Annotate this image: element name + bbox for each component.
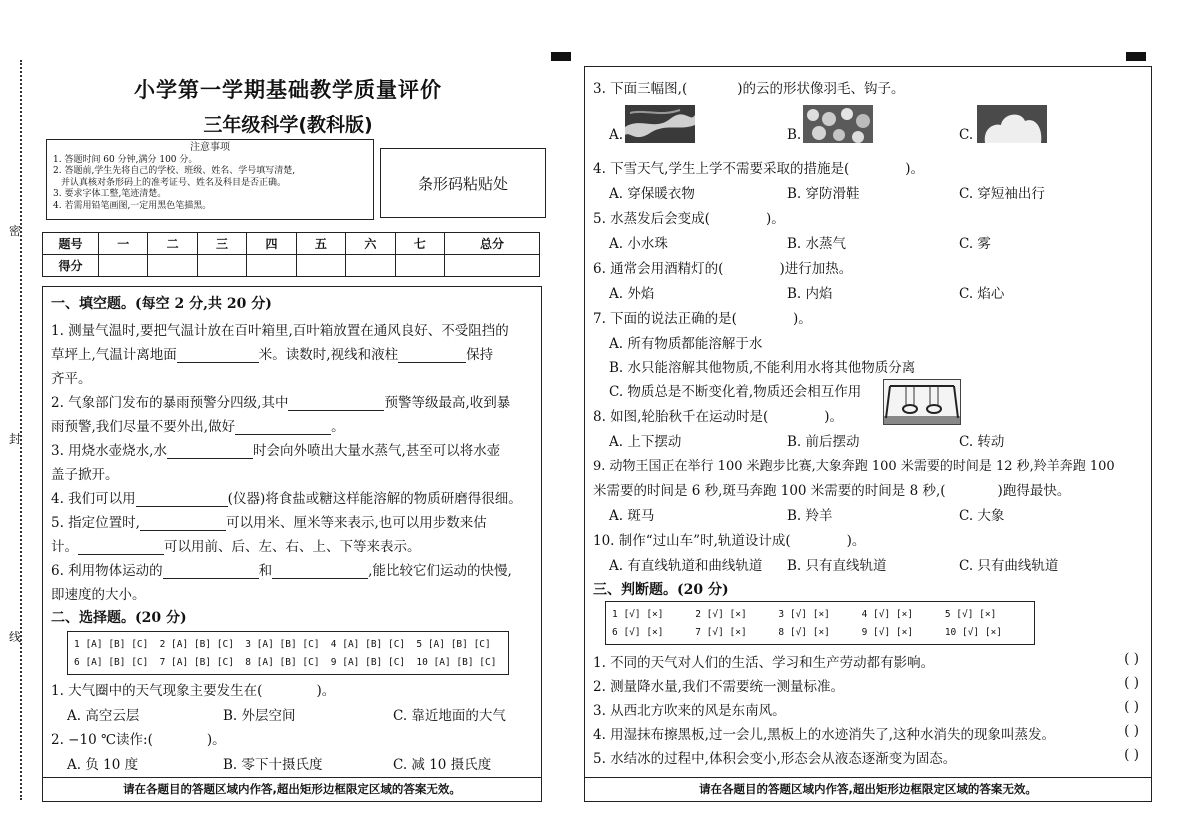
option[interactable]: A. 负 10 度	[67, 757, 139, 773]
judge-item: 5. 水结冰的过程中,体积会变小,形态会从液态逐渐变为固态。	[593, 751, 957, 767]
answer-bubble[interactable]: 9 [√] [×]	[861, 626, 914, 638]
table-cell: 二	[148, 233, 197, 255]
bubble-row	[74, 635, 502, 653]
fill-blank[interactable]	[163, 565, 259, 579]
notice-item: 并认真核对条形码上的准考证号、姓名及科目是否正确。	[61, 177, 287, 188]
cirrus-cloud-image	[625, 105, 695, 143]
answer-bubble[interactable]: 2 [A] [B] [C]	[159, 638, 234, 650]
question-text: )。	[206, 732, 226, 748]
question-line	[593, 257, 852, 277]
option[interactable]: C. 只有曲线轨道	[959, 558, 1059, 574]
table-cell: 题号	[43, 233, 99, 255]
question-text: 1. 测量气温时,要把气温计放在百叶箱里,百叶箱放置在通风良好、不受阻挡的	[51, 323, 509, 339]
tire-swing-image	[883, 379, 961, 425]
binding-char: 封	[9, 432, 22, 446]
question-text: (仪器)将食盐或糖这样能溶解的物质研磨得很细。	[227, 491, 522, 507]
question-line	[593, 529, 865, 549]
option[interactable]: A. 小水珠	[609, 236, 668, 252]
question-line	[593, 405, 843, 425]
question-text: 保持	[466, 347, 494, 363]
cumulus-cloud-image	[803, 105, 873, 143]
option[interactable]: A. 外焰	[609, 286, 655, 302]
option[interactable]: C.	[959, 127, 974, 143]
question-line	[51, 679, 335, 699]
option[interactable]: B. 外层空间	[223, 708, 296, 724]
notice-item: 1. 答题时间 60 分钟,满分 100 分。	[53, 154, 198, 165]
question-text: 4. 下雪天气,学生上学不需要采取的措施是(	[593, 161, 850, 177]
question-text: 8. 如图,轮胎秋千在运动时是(	[593, 409, 769, 425]
answer-bubble[interactable]: 1 [A] [B] [C]	[74, 638, 149, 650]
option[interactable]: C. 大象	[959, 508, 1005, 524]
question-line	[51, 487, 522, 507]
fill-blank[interactable]	[272, 565, 368, 579]
bubble-row	[612, 623, 1028, 641]
option[interactable]: C. 减 10 摄氏度	[393, 757, 492, 773]
question-line	[51, 535, 421, 555]
option[interactable]: C. 转动	[959, 434, 1005, 450]
cumulonimbus-cloud-image	[977, 105, 1047, 143]
answer-frame-right	[584, 66, 1152, 802]
option[interactable]: A. 斑马	[609, 508, 655, 524]
answer-bubble[interactable]: 1 [√] [×]	[612, 608, 664, 620]
option[interactable]: A. 有直线轨道和曲线轨道	[609, 558, 763, 574]
section-title: 三、判断题。(20 分)	[593, 582, 729, 598]
question-text: 齐平。	[51, 371, 92, 387]
notice-item: 2. 答题前,学生先将自己的学校、班级、姓名、学号填写清楚,	[53, 166, 296, 176]
question-line	[51, 391, 510, 411]
option[interactable]: A. 所有物质都能溶解于水	[609, 336, 763, 352]
option[interactable]: A. 高空云层	[67, 708, 140, 724]
answer-bubble[interactable]: 10 [√] [×]	[944, 626, 1003, 638]
question-text: 草坪上,气温计离地面	[51, 347, 177, 363]
question-text: )的云的形状像羽毛、钩子。	[737, 81, 905, 97]
answer-bubble[interactable]: 9 [A] [B] [C]	[330, 656, 406, 668]
barcode-label: 条形码粘贴处	[417, 174, 508, 193]
option[interactable]: C. 穿短袖出行	[959, 186, 1045, 202]
answer-bubble[interactable]: 8 [A] [B] [C]	[245, 656, 320, 668]
score-table-header	[43, 233, 540, 255]
option-row	[609, 232, 1129, 250]
question-line	[51, 728, 226, 748]
option[interactable]: B. 羚羊	[787, 508, 833, 524]
option[interactable]: C. 物质总是不断变化着,物质还会相互作用	[609, 384, 862, 400]
fill-blank[interactable]	[167, 445, 253, 459]
question-text: 7. 下面的说法正确的是(	[593, 311, 737, 327]
notice-box	[46, 139, 374, 220]
answer-bubble[interactable]: 5 [√] [×]	[944, 608, 997, 620]
judge-item: 1. 不同的天气对人们的生活、学习和生产劳动都有影响。	[593, 655, 935, 671]
fill-blank[interactable]	[140, 517, 226, 531]
question-text: 米。读数时,视线和液柱	[258, 347, 399, 363]
notice-item: 3. 要求字体工整,笔迹清楚。	[53, 189, 167, 199]
question-text: 3. 下面三幅图,(	[593, 81, 688, 97]
judge-answer-slot[interactable]: ( )	[1124, 675, 1139, 691]
question-line	[593, 207, 785, 227]
option[interactable]: B. 零下十摄氏度	[223, 757, 323, 773]
right-page	[584, 0, 1152, 828]
table-cell: 总分	[444, 233, 539, 255]
answer-bubble[interactable]: 6 [A] [B] [C]	[74, 656, 149, 668]
question-text: 6. 利用物体运动的	[51, 563, 163, 579]
answer-bubble[interactable]: 8 [√] [×]	[778, 626, 830, 638]
question-text: 10. 制作“过山车”时,轨道设计成(	[593, 533, 791, 549]
question-text: 5. 水蒸发后会变成(	[593, 211, 710, 227]
binding-char: 密	[9, 224, 22, 238]
option-row	[609, 430, 1129, 448]
fill-blank[interactable]	[235, 421, 331, 435]
question-text: 9. 动物王国正在举行 100 米跑步比赛,大象奔跑 100 米需要的时间是 12 秒,羚羊奔跑 100	[593, 459, 1115, 474]
question-text: )。	[905, 161, 925, 177]
table-cell: 三	[197, 233, 246, 255]
option[interactable]: B.	[787, 127, 802, 143]
score-cell[interactable]	[296, 255, 345, 277]
bubble-row	[612, 605, 1028, 623]
fill-blank[interactable]	[78, 541, 164, 555]
answer-frame-left	[42, 286, 542, 802]
question-text: 6. 通常会用酒精灯的(	[593, 261, 724, 277]
question-line	[51, 343, 493, 363]
binding-char: 线	[9, 630, 22, 644]
option-row	[67, 753, 527, 771]
question-text: )。	[792, 311, 812, 327]
answer-bubble[interactable]: 4 [√] [×]	[861, 608, 914, 620]
answer-bubble[interactable]: 4 [A] [B] [C]	[330, 638, 406, 650]
question-text: 2. −10 ℃读作:(	[51, 732, 153, 748]
answer-bubble[interactable]: 10 [A] [B] [C]	[416, 656, 497, 668]
question-line	[51, 439, 500, 459]
barcode-area	[380, 148, 546, 218]
question-text: 预警等级最高,收到暴	[384, 395, 511, 411]
score-table-row	[43, 255, 540, 277]
question-text: 2. 气象部门发布的暴雨预警分四级,其中	[51, 395, 289, 411]
registration-mark	[551, 52, 571, 61]
option[interactable]: B. 水只能溶解其他物质,不能利用水将其他物质分离	[609, 360, 916, 376]
option[interactable]: B. 内焰	[787, 286, 833, 302]
notice-title: 注意事项	[190, 142, 230, 153]
question-text: )。	[846, 533, 866, 549]
question-text: )。	[765, 211, 785, 227]
judge-item: 2. 测量降水量,我们不需要统一测量标准。	[593, 679, 844, 695]
exam-subtitle: 三年级科学(教科版)	[203, 114, 373, 136]
answer-bubble[interactable]: 2 [√] [×]	[695, 608, 747, 620]
section-title: 一、填空题。(每空 2 分,共 20 分)	[51, 296, 272, 312]
option[interactable]: C. 焰心	[959, 286, 1005, 302]
score-cell[interactable]	[395, 255, 444, 277]
question-text: 即速度的大小。	[51, 587, 146, 603]
option-row	[609, 554, 1129, 572]
notice-item: 4. 若需用铅笔画图,一定用黑色笔描黑。	[53, 200, 212, 211]
question-text: 。	[331, 419, 345, 435]
option[interactable]: A.	[609, 127, 624, 143]
judge-answer-slot[interactable]: ( )	[1124, 723, 1139, 739]
judge-answer-slot[interactable]: ( )	[1124, 699, 1139, 715]
question-text: ,能比较它们运动的快慢,	[368, 563, 512, 579]
score-cell[interactable]	[346, 255, 395, 277]
judge-answer-slot[interactable]: ( )	[1124, 651, 1139, 667]
answer-bubble[interactable]: 3 [A] [B] [C]	[245, 638, 320, 650]
option-row	[609, 504, 1129, 522]
question-text: 时会向外喷出大量水蒸气,甚至可以将水壶	[252, 443, 501, 459]
question-text: 雨预警,我们尽量不要外出,做好	[51, 419, 236, 435]
judge-answer-slot[interactable]: ( )	[1124, 747, 1139, 763]
footer-note: 请在各题目的答题区域内作答,超出矩形边框限定区域的答案无效。	[43, 777, 541, 801]
question-text: 盖子掀开。	[51, 467, 119, 483]
score-cell[interactable]	[197, 255, 246, 277]
answer-bubble[interactable]: 7 [√] [×]	[695, 626, 747, 638]
section-title: 二、选择题。(20 分)	[51, 610, 187, 626]
option[interactable]: B. 穿防滑鞋	[787, 186, 860, 202]
score-cell[interactable]	[444, 255, 539, 277]
exam-title: 小学第一学期基础教学质量评价	[134, 78, 442, 102]
question-line	[593, 157, 924, 177]
answer-bubble[interactable]: 7 [A] [B] [C]	[159, 656, 234, 668]
score-table	[42, 232, 540, 277]
fill-blank[interactable]	[136, 493, 228, 507]
option-row	[609, 182, 1129, 200]
table-cell: 一	[99, 233, 148, 255]
question-text: )跑得最快。	[997, 483, 1071, 499]
fill-blank[interactable]	[177, 349, 259, 363]
binding-margin	[0, 0, 30, 828]
option[interactable]: B. 水蒸气	[787, 236, 847, 252]
question-line	[593, 307, 812, 327]
table-cell: 五	[296, 233, 345, 255]
fill-blank[interactable]	[398, 349, 466, 363]
table-cell: 得分	[43, 255, 99, 277]
option[interactable]: B. 只有直线轨道	[787, 558, 887, 574]
score-cell[interactable]	[148, 255, 197, 277]
question-text: 米需要的时间是 6 秒,斑马奔跑 100 米需要的时间是 8 秒,(	[593, 483, 946, 499]
score-cell[interactable]	[99, 255, 148, 277]
question-line	[593, 77, 905, 97]
answer-bubble[interactable]: 6 [√] [×]	[612, 626, 664, 638]
question-text: )。	[316, 683, 336, 699]
question-text: 5. 指定位置时,	[51, 515, 140, 531]
answer-bubble-grid	[67, 631, 509, 675]
judge-item: 4. 用湿抹布擦黑板,过一会儿,黑板上的水迹消失了,这种水消失的现象叫蒸发。	[593, 727, 1056, 743]
option[interactable]: A. 上下摆动	[609, 434, 682, 450]
question-text: 3. 用烧水壶烧水,水	[51, 443, 167, 459]
table-cell: 七	[395, 233, 444, 255]
question-text: 和	[258, 563, 273, 579]
table-cell: 四	[247, 233, 296, 255]
question-text: )。	[824, 409, 844, 425]
option[interactable]: C. 靠近地面的大气	[393, 708, 506, 724]
answer-bubble[interactable]: 5 [A] [B] [C]	[416, 638, 491, 650]
question-text: 1. 大气圈中的天气现象主要发生在(	[51, 683, 263, 699]
answer-bubble-grid	[605, 601, 1035, 645]
answer-bubble[interactable]: 3 [√] [×]	[778, 608, 830, 620]
question-line	[51, 559, 512, 579]
fill-blank[interactable]	[288, 397, 384, 411]
option-row	[67, 704, 527, 722]
left-page	[36, 0, 540, 828]
bubble-row	[74, 653, 502, 671]
question-text: 可以用前、后、左、右、上、下等来表示。	[164, 539, 421, 555]
question-line	[51, 415, 345, 435]
table-cell: 六	[346, 233, 395, 255]
option-row	[609, 282, 1129, 300]
score-cell[interactable]	[247, 255, 296, 277]
judge-item: 3. 从西北方吹来的风是东南风。	[593, 703, 786, 719]
question-text: )进行加热。	[779, 261, 853, 277]
question-line	[51, 511, 487, 531]
question-text: 计。	[51, 539, 78, 555]
question-text: 4. 我们可以用	[51, 491, 136, 507]
footer-note: 请在各题目的答题区域内作答,超出矩形边框限定区域的答案无效。	[585, 777, 1151, 801]
option[interactable]: B. 前后摆动	[787, 434, 860, 450]
option[interactable]: A. 穿保暖衣物	[609, 186, 695, 202]
option[interactable]: C. 雾	[959, 236, 991, 252]
question-text: 可以用米、厘米等来表示,也可以用步数来估	[225, 515, 487, 531]
question-line	[593, 479, 1070, 499]
